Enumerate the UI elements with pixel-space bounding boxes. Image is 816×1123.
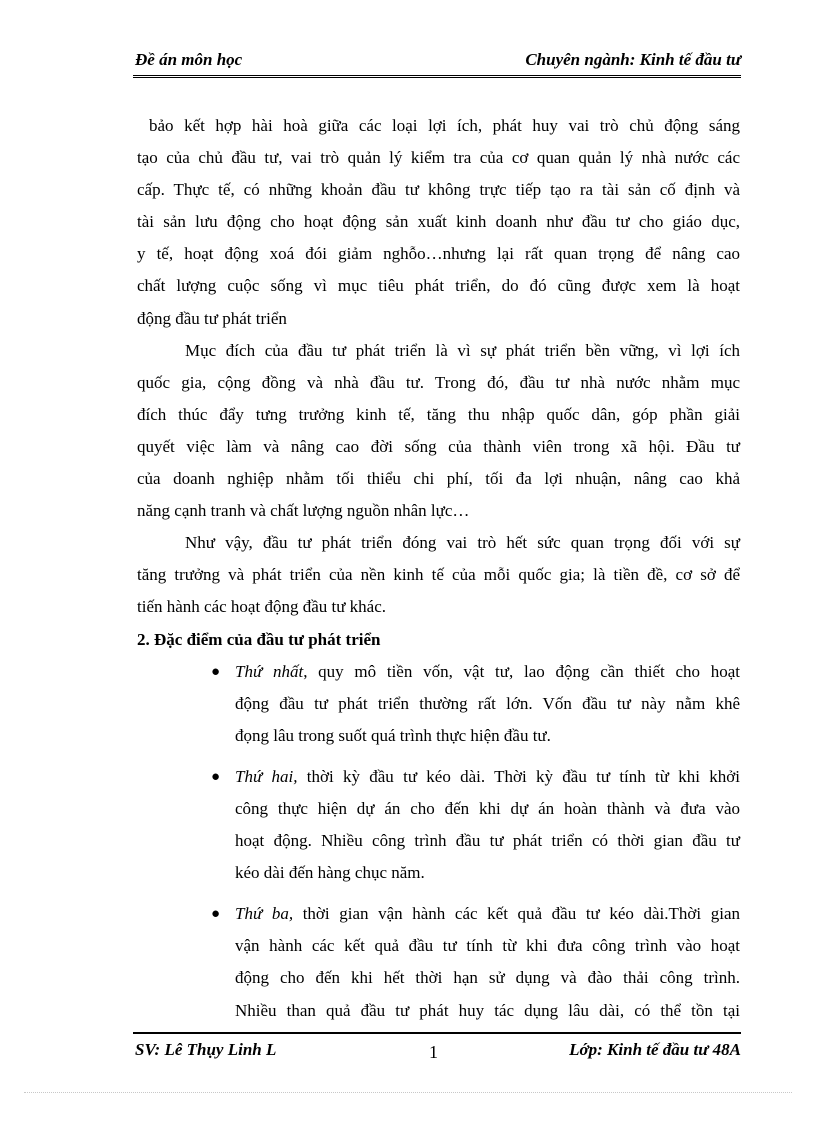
paragraph-3 xyxy=(137,527,740,623)
list-item xyxy=(137,761,740,889)
header-right-title: Chuyên ngành: Kinh tế đầu tư xyxy=(525,50,741,69)
text-line: của doanh nghiệp nhằm tối thiểu chi phí, tối đa lợi nhuận, nâng cao khả xyxy=(137,469,740,489)
text-line: động đầu tư phát triển thường rất lớn. Vốn đầu tư này nằm khê xyxy=(235,693,740,713)
bullet-text: , quy mô tiền vốn, vật tư, lao động cần thiết cho hoạt xyxy=(303,661,741,681)
bullet-dot-icon: ● xyxy=(211,768,221,785)
bullet-dot-icon: ● xyxy=(211,906,221,923)
page-edge-divider xyxy=(24,1092,792,1093)
page-footer xyxy=(133,1032,741,1068)
text-line: cấp. Thực tế, có những khoản đầu tư không trực tiếp tạo ra tài sản cố định và xyxy=(137,180,740,200)
text-line: động đầu tư phát triển xyxy=(137,308,287,328)
text-line: bảo kết hợp hài hoà giữa các loại lợi ích, phát huy vai trò chủ động sáng xyxy=(149,116,740,135)
page-number: 1 xyxy=(429,1042,438,1062)
bullet-first-line xyxy=(137,761,740,793)
text-line: vận hành các kết quả đầu tư tính từ khi đưa công trình vào hoạt xyxy=(235,936,740,956)
list-item xyxy=(137,898,740,1026)
bullet-first-line xyxy=(137,898,740,930)
page-header xyxy=(133,49,741,78)
text-line: động cho đến khi hết thời hạn sử dụng và đào thải công trình. xyxy=(235,968,740,988)
text-line: đích thúc đẩy tưng trưởng kinh tế, tăng thu nhập quốc dân, góp phần giải xyxy=(137,404,740,424)
footer-class: Lớp: Kinh tế đầu tư 48A xyxy=(569,1040,741,1059)
text-line: chất lượng cuộc sống vì mục tiêu phát triển, do đó cũng được xem là hoạt xyxy=(137,276,740,296)
text-line: y tế, hoạt động xoá đói giảm nghỗo…nhưng lại rất quan trọng để nâng cao xyxy=(137,244,740,264)
text-line: Nhiều than quả đầu tư phát huy tác dụng lâu dài, có thể tồn tại xyxy=(235,1000,740,1020)
text-line: tài sản lưu động cho hoạt động sản xuất kinh doanh như đầu tư cho giáo dục, xyxy=(137,212,740,232)
paragraph-1 xyxy=(137,110,740,335)
section-heading: 2. Đặc điểm của đầu tư phát triển xyxy=(137,629,381,649)
text-line: hoạt động. Nhiều công trình đầu tư phát triển có thời gian đầu tư xyxy=(235,831,740,851)
text-line: Mục đích của đầu tư phát triển là vì sự phát triển bền vững, vì lợi ích xyxy=(185,340,740,360)
text-line: kéo dài đến hàng chục năm. xyxy=(235,863,425,883)
bullet-text: thời gian vận hành các kết quả đầu tư kéo dài.Thời gian xyxy=(293,904,740,924)
bullet-first-line xyxy=(137,656,740,688)
header-left-title: Đề án môn học xyxy=(135,50,243,69)
bullet-text: thời kỳ đầu tư kéo dài. Thời kỳ đầu tư tính từ khi khởi xyxy=(297,766,740,786)
bullet-lead: Thứ hai, xyxy=(235,766,298,786)
text-line: quyết việc làm và nâng cao đời sống của thành viên trong xã hội. Đầu tư xyxy=(137,436,740,456)
text-line: quốc gia, cộng đồng và nhà đầu tư. Trong đó, đầu tư nhà nước nhằm mục xyxy=(137,372,740,392)
document-body xyxy=(137,110,740,1027)
text-line: tạo của chủ đầu tư, vai trò quản lý kiểm tra của cơ quan quản lý nhà nước các xyxy=(137,148,740,168)
text-line: tăng trưởng và phát triển của nền kinh tế của mỗi quốc gia; là tiền đề, cơ sở để xyxy=(137,565,740,585)
text-line: công thực hiện dự án cho đến khi dự án hoàn thành và đưa vào xyxy=(235,798,740,818)
bullet-lead: Thứ nhất xyxy=(235,661,304,681)
footer-student: SV: Lê Thụy Linh L xyxy=(135,1040,277,1059)
text-line: năng cạnh tranh và chất lượng nguồn nhân lực… xyxy=(137,501,470,521)
list-item xyxy=(137,656,740,752)
bullet-dot-icon: ● xyxy=(211,663,221,680)
paragraph-2 xyxy=(137,335,740,528)
text-line: đọng lâu trong suốt quá trình thực hiện đầu tư. xyxy=(235,725,551,745)
bullet-list xyxy=(137,656,740,1027)
text-line: Như vậy, đầu tư phát triển đóng vai trò hết sức quan trọng đối với sự xyxy=(185,533,740,553)
bullet-lead: Thứ ba, xyxy=(235,904,294,924)
text-line: tiến hành các hoạt động đầu tư khác. xyxy=(137,597,387,617)
